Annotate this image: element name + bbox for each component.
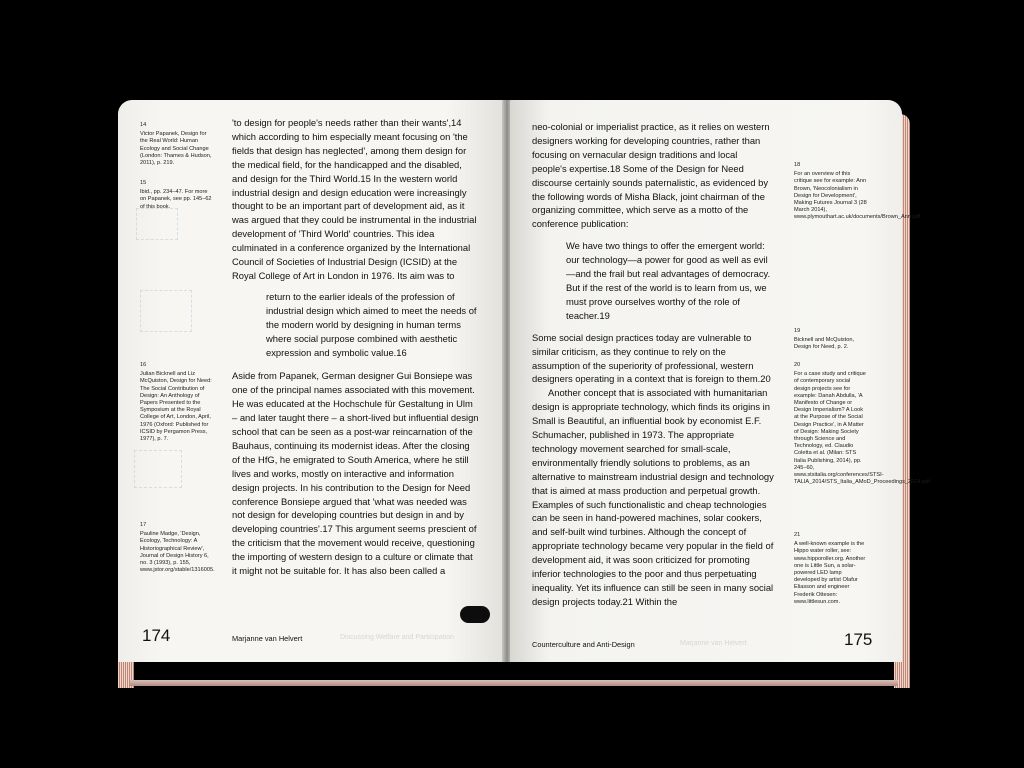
body-paragraph: Another concept that is associated with humanitarian design is appropriate technology, which finds its origins in Small is Beautiful, an influential book by economist E.F. Schumacher, published in 1973. The appropriate technology movement searched for small-scale, environmentally friendly solutions to problems, as an alternative to mainstream industrial design and technology that is aimed at mass production and perpetual growth. Examples of such functionalistic and cheap technologies can be seen in hand-powered machines, solar cookers, and self-built wind turbines. Although the concept of appropriate technology became very popular in the field of development aid, it was soon criticized for promoting inferior technologies to the poor and thus perpetuating inequality. Yet its influence can still be seen in many social design projects today.21 Within the [532,387,774,607]
block-quote: We have two things to offer the emergent world: our technology—a power for good as well as evil—and the frail but real advantages of democracy. But if the rest of the world is to learn from us, we must prove ourselves worthy of the role of teacher.19 [566,240,771,321]
block-quote: return to the earlier ideals of the profession of industrial design which aimed to meet the needs of the modern world by designing in human terms where social purpose combined with aesthetic expression and symbolic value.16 [266,290,477,358]
body-paragraph: 'to design for people's needs rather than their wants',14 which according to him especially meant focusing on 'the fields that design has neglected', among them design for the medical field, for the handicapped and the disabled, and design for the Third World.15 In the western world industrial design and design education were increasingly thought to be an important part of development aid, as it was argued that they could be instrumental in the industrial development of 'Third World' countries. This idea culminated in a conference organized by the International Council of Societies of Industrial Design (ICSID) at the Royal College of Art in London in 1976. Its aim was to [232,117,477,281]
binding-clip [460,606,490,623]
right-page [510,100,932,662]
left-main-text [232,116,480,578]
footnote-17: 17 Pauline Madge, 'Design, Ecology, Technology: A Historiographical Review', Journal of Design History 6, no. 3 (1993), p. 155, www.jstor.org/stable/1316005. [140,522,215,574]
right-main-text [532,120,774,609]
open-book [118,100,932,692]
footnote-19: 19 Bicknell and McQuiston, Design for Need, p. 2. [794,328,855,351]
show-through-text: Discussing Welfare and Participation [340,634,454,641]
page-number-right: 175 [844,630,873,649]
show-through-text: Marjanne van Helvert [680,640,747,647]
footnote-16: 16 Julian Bicknell and Liz McQuiston, Design for Need: The Social Contribution of Design: An Anthology of Papers Presented to the Symposium at the Royal College of Art, London, April, 1976 (Oxford: Published for ICSID by Pergamon Press, 1977), p. 7. [140,362,212,443]
body-paragraph: Some social design practices today are vulnerable to similar criticism, as they continue to rely on the assumption of the superiority of professional, western designers operating in a context that is foreign to them.20 [532,331,771,385]
footnote-15: 15 Ibid., pp. 234–47. For more on Papanek, see pp. 145–62 of this book. [140,180,212,210]
footnote-21: 21 A well-known example is the Hippo water roller, see: www.hipporoller.org. Another one is Little Sun, a solar-powered LED lamp developed by artist Olafur Eliasson and engineer Frederik Ottesen: www.littlesun.com. [794,532,866,605]
faded-illustration [136,208,178,240]
faded-illustration [140,290,192,332]
page-edges-bottom [130,680,898,686]
faded-illustration [134,450,182,488]
footnote-20: 20 For a case study and critique of contemporary social design projects see for example: Danah Abdulla, 'A Manifesto of Change or Design Imperialism? A Look at the Purpose of the Social Design Practice', in A Matter of Design: Making Society through Science and Technology, ed. Claudio Coletta et al. (Milan: STS Italia Publishing, 2014), pp. 245–60, www.stsitalia.org/conferences/STSI-TALIA_2014/STS_Italia_AMoD_Proceedings_2014.pdf. [794,362,932,486]
running-head-left: Marjanne van Helvert [232,634,303,643]
footnote-14: 14 Victor Papanek, Design for the Real World: Human Ecology and Social Change (London: Thames & Hudson, 2011), p. 219. [140,122,212,167]
running-head-right: Counterculture and Anti-Design [532,640,635,649]
body-paragraph: Aside from Papanek, German designer Gui Bonsiepe was one of the principal names associated with this movement. He was educated at the Hochschule für Gestaltung in Ulm – and later taught there – a short-lived but influential design school that can be seen as a post-war reincarnation of the Bauhaus, continuing its modernist ideas. After the closing of the HfG, he emigrated to South America, where he still lives and works, mostly on interactive and information design projects. In his contribution to the Design for Need conference Bonsiepe argued that 'what was needed was not design for developing countries but design in and by developing countries'.17 This argument seems prescient of the criticism that the movement would receive, questioning the importing of western design to a culture or climate that it might not be suitable for. It has also been called a [232,370,479,577]
page-number-left: 174 [142,626,171,645]
left-page [118,100,504,662]
body-paragraph: neo-colonial or imperialist practice, as it relies on western designers working for developing countries, rather than focusing on vernacular design traditions and local people's expertise.18 Some of the Design for Need discourse certainly sounds paternalistic, as evidenced by the following words of Misha Black, joint chairman of the organizing committee, which serve as a motto of the conference publication: [532,121,770,230]
footnote-18: 18 For an overview of this critique see for example: Ann Brown, 'Neocolonialism in Design for Development', Making Futures Journal 3 (28 March 2014), www.plymouthart.ac.uk/documents/Brown_Ann.pdf. [794,162,922,221]
